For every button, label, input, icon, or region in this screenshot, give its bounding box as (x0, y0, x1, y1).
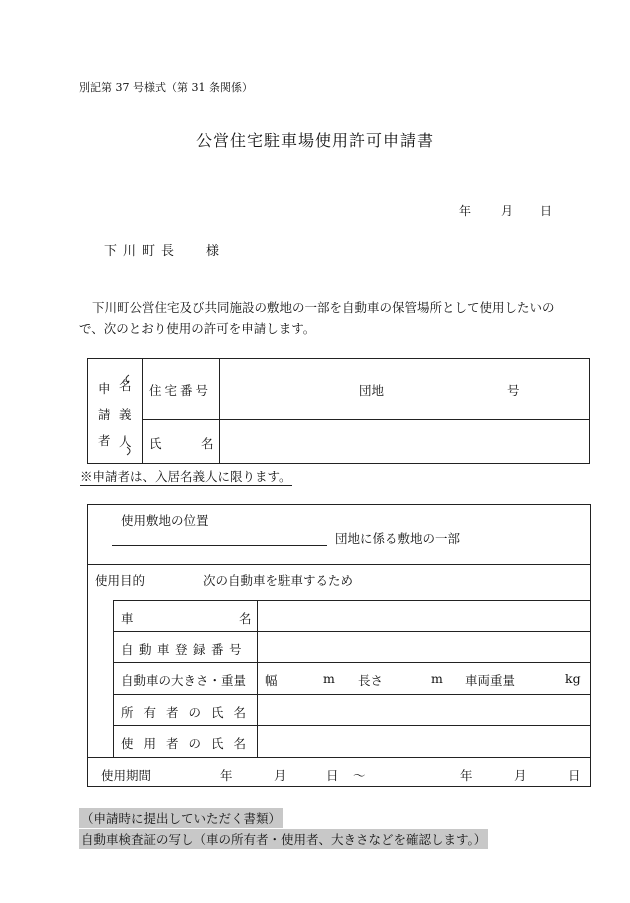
table-divider (142, 359, 143, 463)
applicant-side-char: 請 (98, 407, 111, 422)
car-name-label: 車 (121, 611, 134, 626)
date-year-label: 年 (459, 204, 472, 218)
date-day-label: 日 (540, 204, 553, 218)
name-label: 名 (201, 436, 214, 451)
table-divider (257, 600, 258, 757)
purpose-value: 次の自動車を駐車するため (203, 573, 354, 588)
housing-number-label: 住宅番号 (149, 383, 212, 398)
applicant-side-char: 者 (98, 433, 111, 448)
period-label: 使用期間 (101, 768, 152, 783)
go-label: 号 (507, 383, 520, 398)
table-divider (88, 757, 590, 758)
weight-unit: kg (565, 671, 581, 686)
length-unit: m (431, 671, 443, 686)
period-tilde: ～ (353, 768, 366, 783)
table-divider (113, 725, 590, 726)
application-statement-text: 下川町公営住宅及び共同施設の敷地の一部を自動車の保管場所として使用したいので、次のとおり使用の許可を申請します。 (79, 300, 555, 336)
table-divider (113, 631, 590, 632)
length-label: 長さ (358, 673, 384, 688)
period-end-day-label: 日 (568, 768, 581, 783)
document-title: 公営住宅駐車場使用許可申請書 (195, 131, 434, 150)
site-suffix: 団地に係る敷地の一部 (335, 531, 461, 546)
meigi-char: 人 (119, 434, 132, 449)
table-divider (113, 600, 590, 601)
site-location-field[interactable] (112, 545, 327, 546)
danchi-label: 団地 (359, 383, 385, 398)
addressee-name: 下川町長 (104, 244, 181, 259)
documents-heading: （申請時に提出していただく書類） (79, 808, 283, 828)
period-month-label: 月 (274, 768, 287, 783)
applicant-note-text: ※申請者は、入居名義人に限ります。 (80, 469, 292, 484)
period-day-label: 日 (326, 768, 339, 783)
form-reference: 別記第 37 号様式（第 31 条関係） (79, 81, 253, 94)
application-statement (79, 297, 559, 339)
usage-table (87, 504, 591, 787)
table-divider (88, 564, 590, 565)
table-divider (219, 359, 220, 463)
site-location-label: 使用敷地の位置 (121, 513, 209, 528)
width-unit: m (323, 671, 335, 686)
applicant-side-char: 申 (98, 381, 111, 396)
documents-item: 自動車検査証の写し（車の所有者・使用者、大きさなどを確認します。） (79, 829, 488, 849)
purpose-label: 使用目的 (95, 573, 146, 588)
period-end-month-label: 月 (514, 768, 527, 783)
date-month-label: 月 (501, 204, 514, 218)
addressee-honorific: 様 (206, 244, 220, 259)
registration-label: 自動車登録番号 (121, 642, 248, 657)
applicant-table (87, 358, 590, 464)
meigi-char: 名 (119, 378, 132, 393)
table-divider (142, 419, 589, 420)
weight-label: 車両重量 (465, 673, 516, 688)
table-divider (113, 662, 590, 663)
period-end-year-label: 年 (460, 768, 473, 783)
width-label: 幅 (265, 673, 278, 688)
owner-name-label: 所有者の氏名 (121, 705, 257, 720)
car-name-label: 名 (239, 611, 252, 626)
user-name-label: 使用者の氏名 (121, 736, 257, 751)
table-divider (113, 694, 590, 695)
period-year-label: 年 (220, 768, 233, 783)
applicant-note (80, 467, 292, 485)
table-divider (113, 600, 114, 757)
size-weight-label: 自動車の大きさ・重量 (121, 673, 247, 688)
meigi-char: 義 (119, 407, 132, 422)
name-label: 氏 (149, 436, 162, 451)
